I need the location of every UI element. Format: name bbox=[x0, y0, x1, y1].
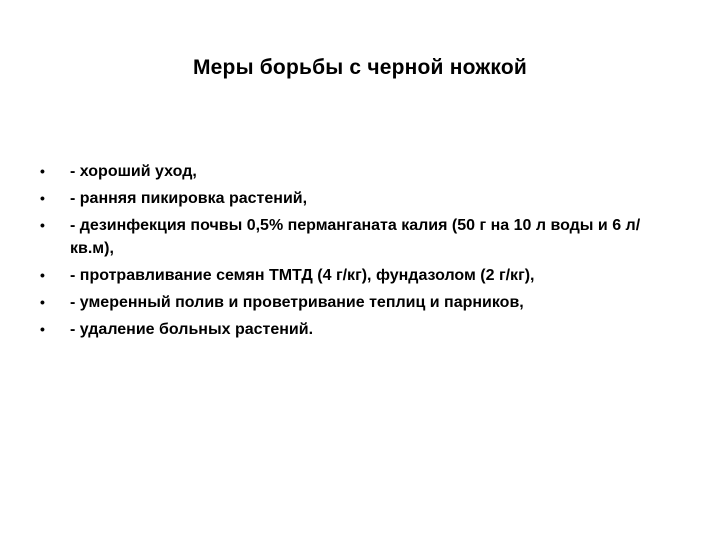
list-item bbox=[40, 160, 680, 183]
list-item-text: - умеренный полив и проветривание теплиц и парников, bbox=[70, 294, 524, 311]
bullet-icon: • bbox=[40, 267, 45, 283]
list-item-text: - удаление больных растений. bbox=[70, 321, 314, 338]
list-item-text: - протравливание семян ТМТД (4 г/кг), фундазолом (2 г/кг), bbox=[70, 267, 535, 284]
list-item bbox=[40, 291, 680, 314]
list-item bbox=[40, 264, 680, 287]
bullet-icon: • bbox=[40, 190, 45, 206]
list-item-text: - хороший уход, bbox=[70, 163, 197, 180]
list-item-text: - дезинфекция почвы 0,5% перманганата калия (50 г на 10 л воды и 6 л/кв.м), bbox=[70, 217, 641, 257]
bullet-icon: • bbox=[40, 294, 45, 310]
list-item bbox=[40, 214, 680, 260]
bullet-icon: • bbox=[40, 163, 45, 179]
list-item bbox=[40, 318, 680, 341]
bullet-icon: • bbox=[40, 217, 45, 233]
bullet-icon: • bbox=[40, 321, 45, 337]
list-item-text: - ранняя пикировка растений, bbox=[70, 190, 308, 207]
bullet-list bbox=[40, 160, 680, 345]
list-item bbox=[40, 187, 680, 210]
slide-title: Меры борьбы с черной ножкой bbox=[192, 56, 527, 79]
